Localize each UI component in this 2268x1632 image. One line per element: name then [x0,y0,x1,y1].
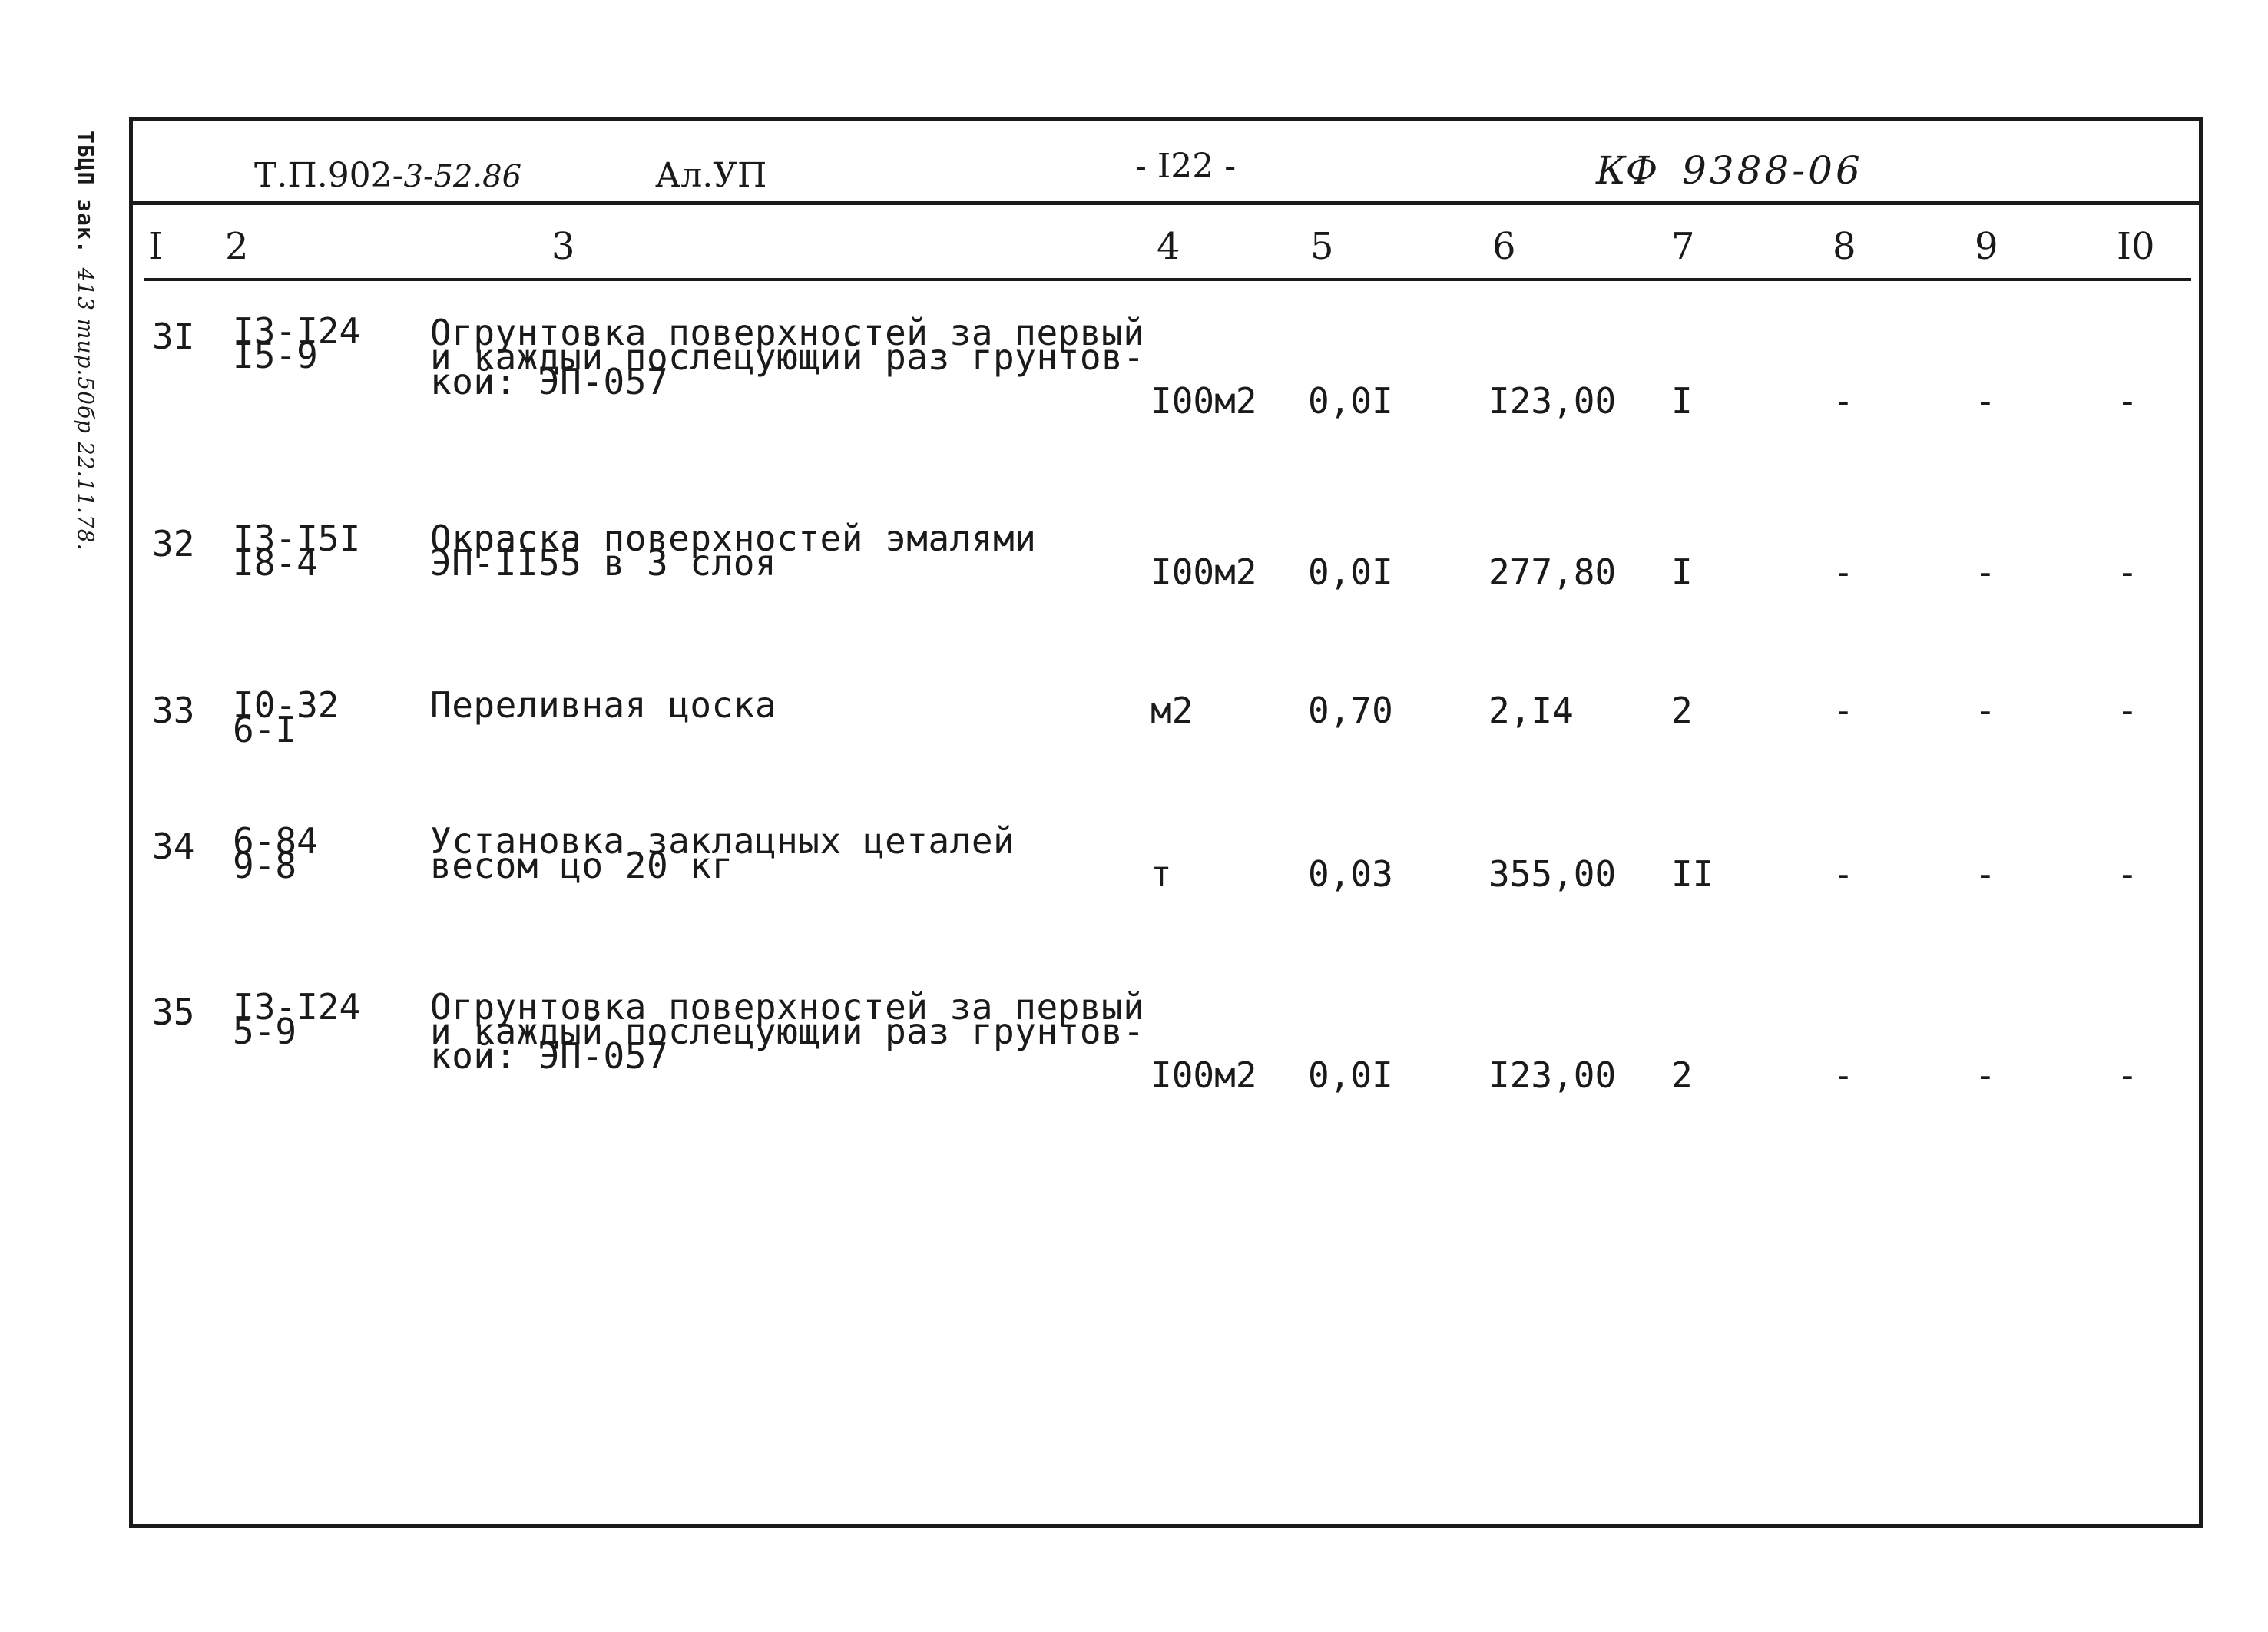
col9-value: - [1975,380,1996,422]
unit: I00м2 [1151,1054,1257,1096]
colnum-10: I0 [2117,225,2155,268]
colnum-8: 8 [1833,225,1856,268]
quantity: 0,70 [1308,690,1393,731]
side-stamp-handwritten: 413 тир.50бр 22.11.78. [73,267,98,551]
header-divider [133,201,2199,205]
work-description: Переливная цоска [430,684,777,726]
row-number: 35 [152,991,195,1033]
rate-code: I3-I5I I8-4 [233,518,361,584]
col9-value: - [1975,1054,1996,1096]
colnum-9: 9 [1975,225,1998,268]
colnum-2: 2 [225,225,249,268]
col8-value: - [1833,551,1854,593]
colnum-7: 7 [1671,225,1695,268]
col8-value: - [1833,380,1854,422]
unit-price: 355,00 [1488,853,1617,895]
colnum-1: I [148,225,163,268]
col8-value: - [1833,853,1854,895]
row-number: 33 [152,690,195,731]
unit-price: 277,80 [1488,551,1617,593]
page-number: - I22 - [1135,147,1237,186]
rate-code: I0-32 6-I [233,684,339,750]
col8-value: - [1833,1054,1854,1096]
col10-value: - [2117,690,2138,731]
registration-stamp [1596,148,1863,193]
doc-code [254,156,522,195]
unit-price: I23,00 [1488,1054,1617,1096]
doc-code-handwritten: 3-52.86 [403,159,522,194]
col7-value: 2 [1671,1054,1693,1096]
col7-value: 2 [1671,690,1693,731]
colnum-6: 6 [1492,225,1516,268]
quantity: 0,0I [1308,380,1393,422]
side-stamp-text: ТБЦП зак. [73,131,98,254]
colnum-5: 5 [1310,225,1334,268]
col7-value: II [1671,853,1714,895]
col10-value: - [2117,853,2138,895]
col8-value: - [1833,690,1854,731]
col10-value: - [2117,551,2138,593]
colnum-4: 4 [1157,225,1180,268]
row-number: 32 [152,523,195,564]
stamp-prefix: КФ [1596,148,1658,193]
col7-value: I [1671,551,1693,593]
unit: I00м2 [1151,380,1257,422]
col10-value: - [2117,1054,2138,1096]
col9-value: - [1975,690,1996,731]
work-description: Огрунтовка поверхностей за первый и каждый послецующий раз грунтов- кой: ЭП-057 [430,986,1145,1077]
document-frame [129,117,2203,1528]
stamp-number: 9388-06 [1682,148,1863,193]
quantity: 0,03 [1308,853,1393,895]
unit: I00м2 [1151,551,1257,593]
side-stamp [73,131,98,551]
col10-value: - [2117,380,2138,422]
rate-code: 6-84 9-8 [233,820,318,886]
col7-value: I [1671,380,1693,422]
doc-code-printed: Т.П.902- [254,156,404,195]
rate-code: I3-I24 5-9 [233,986,361,1052]
colnum-3: 3 [551,225,575,268]
quantity: 0,0I [1308,1054,1393,1096]
unit-price: I23,00 [1488,380,1617,422]
col9-value: - [1975,853,1996,895]
album-label: Ал.УП [655,156,767,195]
unit-price: 2,I4 [1488,690,1574,731]
column-number-divider [144,278,2191,281]
work-description: Окраска поверхностей эмалями ЭП-II55 в 3 слоя [430,518,1037,584]
rate-code: I3-I24 I5-9 [233,310,361,376]
row-number: 3I [152,316,195,357]
col9-value: - [1975,551,1996,593]
work-description: Установка заклацных цеталей весом цо 20 кг [430,820,1015,886]
unit: м2 [1151,690,1194,731]
work-description: Огрунтовка поверхностей за первый и каждый послецующий раз грунтов- кой: ЭП-057 [430,312,1145,402]
unit: т [1151,853,1172,895]
row-number: 34 [152,826,195,867]
quantity: 0,0I [1308,551,1393,593]
